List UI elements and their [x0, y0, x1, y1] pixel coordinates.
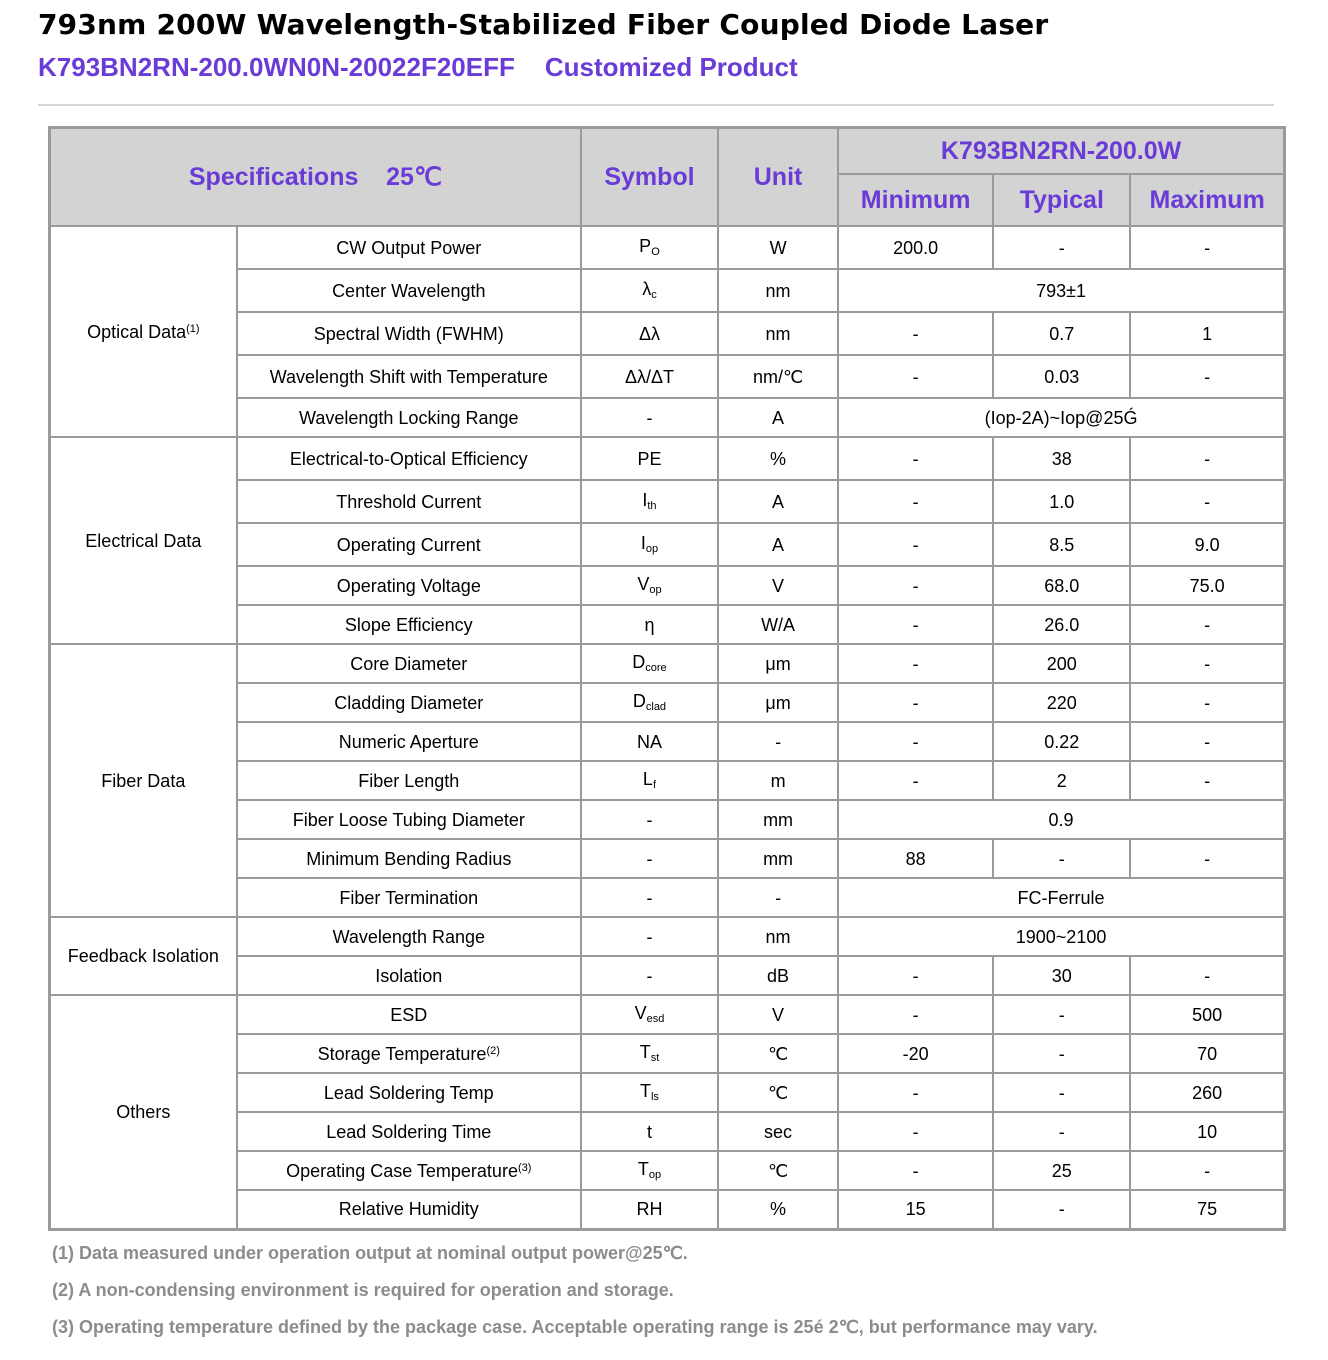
- table-row: [50, 226, 1285, 269]
- parameter-name: Wavelength Range: [332, 926, 485, 947]
- parameter-name: Fiber Termination: [339, 887, 479, 908]
- symbol-cell: [581, 480, 718, 523]
- unit-cell: A: [718, 398, 838, 437]
- spec-table: [48, 126, 1286, 1231]
- minimum-cell: -: [838, 1073, 993, 1112]
- typical-cell: 26.0: [993, 605, 1130, 644]
- symbol-cell: [581, 605, 718, 644]
- typical-cell: 200: [993, 644, 1130, 683]
- maximum-cell: -: [1130, 480, 1284, 523]
- header-minimum: Minimum: [838, 174, 993, 226]
- symbol: V: [634, 1003, 647, 1023]
- product-type: Customized Product: [544, 52, 798, 82]
- minimum-cell: -: [838, 605, 993, 644]
- parameter-name: Minimum Bending Radius: [306, 848, 512, 869]
- typical-cell: -: [993, 995, 1130, 1034]
- parameter-cell: [237, 480, 581, 523]
- parameter-cell: [237, 1034, 581, 1073]
- unit-cell: W: [718, 226, 838, 269]
- symbol-subscript: ls: [650, 1091, 659, 1103]
- maximum-cell: 70: [1130, 1034, 1284, 1073]
- unit-cell: ℃: [718, 1151, 838, 1190]
- minimum-cell: -: [838, 480, 993, 523]
- symbol: L: [642, 769, 653, 789]
- group-name: Electrical Data: [85, 530, 202, 551]
- minimum-cell: -20: [838, 1034, 993, 1073]
- symbol-cell: [581, 269, 718, 312]
- maximum-cell: -: [1130, 683, 1284, 722]
- minimum-cell: -: [838, 761, 993, 800]
- symbol-cell: [581, 226, 718, 269]
- parameter-name: Isolation: [375, 965, 443, 986]
- symbol-cell: [581, 956, 718, 995]
- parameter-name: Operating Case Temperature: [286, 1160, 518, 1181]
- maximum-cell: 9.0: [1130, 523, 1284, 566]
- merged-value-cell: 793±1: [838, 269, 1284, 312]
- parameter-cell: [237, 312, 581, 355]
- minimum-cell: -: [838, 566, 993, 605]
- minimum-cell: -: [838, 1151, 993, 1190]
- maximum-cell: 1: [1130, 312, 1284, 355]
- parameter-cell: [237, 878, 581, 917]
- title-divider: [38, 104, 1274, 106]
- symbol-cell: [581, 566, 718, 605]
- minimum-cell: 200.0: [838, 226, 993, 269]
- symbol-cell: [581, 995, 718, 1034]
- symbol: η: [644, 614, 655, 635]
- merged-value-cell: 1900~2100: [838, 917, 1284, 956]
- group-label: [50, 917, 237, 995]
- table-row: [50, 644, 1285, 683]
- unit-cell: V: [718, 566, 838, 605]
- group-name: Fiber Data: [101, 770, 186, 791]
- maximum-cell: 75.0: [1130, 566, 1284, 605]
- table-row: [50, 437, 1285, 480]
- parameter-cell: [237, 956, 581, 995]
- symbol-subscript: esd: [646, 1013, 665, 1025]
- parameter-cell: [237, 605, 581, 644]
- symbol-cell: [581, 1151, 718, 1190]
- symbol-cell: [581, 1034, 718, 1073]
- maximum-cell: -: [1130, 722, 1284, 761]
- symbol-subscript: f: [652, 779, 656, 791]
- symbol: Δλ: [638, 323, 660, 344]
- merged-value-cell: FC-Ferrule: [838, 878, 1284, 917]
- symbol: D: [632, 691, 646, 711]
- symbol: T: [637, 1159, 649, 1179]
- symbol: P: [639, 236, 652, 256]
- symbol-cell: [581, 355, 718, 398]
- parameter-name: Slope Efficiency: [344, 614, 473, 635]
- unit-cell: nm/℃: [718, 355, 838, 398]
- header-typical: Typical: [993, 174, 1130, 226]
- symbol-cell: [581, 839, 718, 878]
- typical-cell: -: [993, 1112, 1130, 1151]
- parameter-name: Cladding Diameter: [334, 692, 484, 713]
- maximum-cell: -: [1130, 956, 1284, 995]
- footnote-1: (1) Data measured under operation output at nominal output power@25℃.: [52, 1243, 688, 1263]
- parameter-name: Numeric Aperture: [338, 731, 479, 752]
- header-model: K793BN2RN-200.0W: [838, 128, 1284, 175]
- symbol: -: [646, 926, 653, 947]
- parameter-name: Threshold Current: [336, 491, 482, 512]
- unit-cell: nm: [718, 917, 838, 956]
- maximum-cell: -: [1130, 1151, 1284, 1190]
- document-title: 793nm 200W Wavelength-Stabilized Fiber Coupled Diode Laser: [38, 8, 1049, 41]
- maximum-cell: -: [1130, 437, 1284, 480]
- parameter-name: Electrical-to-Optical Efficiency: [289, 448, 528, 469]
- symbol: -: [646, 887, 653, 908]
- typical-cell: -: [993, 1073, 1130, 1112]
- maximum-cell: 75: [1130, 1190, 1284, 1229]
- parameter-cell: [237, 566, 581, 605]
- symbol-cell: [581, 878, 718, 917]
- minimum-cell: -: [838, 722, 993, 761]
- parameter-cell: [237, 523, 581, 566]
- symbol-cell: [581, 644, 718, 683]
- symbol: Δλ/ΔT: [624, 366, 674, 387]
- typical-cell: 38: [993, 437, 1130, 480]
- group-label: [50, 995, 237, 1229]
- maximum-cell: -: [1130, 761, 1284, 800]
- merged-value-cell: 0.9: [838, 800, 1284, 839]
- typical-cell: 220: [993, 683, 1130, 722]
- part-number: K793BN2RN-200.0WN0N-20022F20EFF: [38, 52, 515, 82]
- parameter-note: (2): [486, 1044, 500, 1057]
- symbol: -: [646, 965, 653, 986]
- table-row: [50, 995, 1285, 1034]
- maximum-cell: -: [1130, 644, 1284, 683]
- symbol-subscript: op: [649, 584, 662, 596]
- parameter-name: Lead Soldering Time: [326, 1121, 492, 1142]
- symbol-subscript: st: [650, 1052, 660, 1064]
- symbol: T: [639, 1081, 651, 1101]
- typical-cell: -: [993, 839, 1130, 878]
- parameter-cell: [237, 398, 581, 437]
- symbol-cell: [581, 1073, 718, 1112]
- parameter-cell: [237, 839, 581, 878]
- parameter-cell: [237, 437, 581, 480]
- unit-cell: W/A: [718, 605, 838, 644]
- unit-cell: μm: [718, 683, 838, 722]
- parameter-cell: [237, 722, 581, 761]
- unit-cell: A: [718, 523, 838, 566]
- table-row: [50, 917, 1285, 956]
- unit-cell: A: [718, 480, 838, 523]
- parameter-cell: [237, 1151, 581, 1190]
- unit-cell: mm: [718, 839, 838, 878]
- minimum-cell: -: [838, 523, 993, 566]
- symbol: PE: [637, 448, 662, 469]
- unit-cell: nm: [718, 269, 838, 312]
- parameter-cell: [237, 269, 581, 312]
- symbol: t: [646, 1121, 652, 1142]
- parameter-name: CW Output Power: [336, 237, 482, 258]
- merged-value-cell: (Iop-2A)~Iop@25Ǵ: [838, 398, 1284, 437]
- maximum-cell: -: [1130, 605, 1284, 644]
- typical-cell: -: [993, 226, 1130, 269]
- spec-table-body: [50, 226, 1285, 1229]
- symbol-subscript: op: [645, 543, 659, 555]
- group-label: [50, 644, 237, 917]
- group-name: Others: [116, 1101, 171, 1122]
- maximum-cell: 260: [1130, 1073, 1284, 1112]
- parameter-name: Fiber Length: [358, 770, 460, 791]
- typical-cell: 25: [993, 1151, 1130, 1190]
- parameter-name: Storage Temperature: [317, 1043, 487, 1064]
- parameter-cell: [237, 1190, 581, 1229]
- header-maximum: Maximum: [1130, 174, 1284, 226]
- symbol-cell: [581, 722, 718, 761]
- header-symbol: Symbol: [581, 128, 718, 227]
- symbol-cell: [581, 312, 718, 355]
- parameter-cell: [237, 683, 581, 722]
- typical-cell: 2: [993, 761, 1130, 800]
- typical-cell: 0.7: [993, 312, 1130, 355]
- symbol: T: [639, 1042, 651, 1062]
- unit-cell: %: [718, 1190, 838, 1229]
- parameter-name: Center Wavelength: [332, 280, 486, 301]
- footnote-2: (2) A non-condensing environment is required for operation and storage.: [52, 1280, 674, 1300]
- unit-cell: μm: [718, 644, 838, 683]
- symbol-cell: [581, 1190, 718, 1229]
- parameter-name: Operating Current: [336, 534, 481, 555]
- unit-cell: ℃: [718, 1034, 838, 1073]
- parameter-note: (3): [517, 1161, 532, 1174]
- symbol-subscript: c: [651, 289, 657, 301]
- typical-cell: 0.03: [993, 355, 1130, 398]
- parameter-cell: [237, 995, 581, 1034]
- parameter-cell: [237, 1073, 581, 1112]
- parameter-name: Fiber Loose Tubing Diameter: [292, 809, 525, 830]
- typical-cell: 68.0: [993, 566, 1130, 605]
- unit-cell: mm: [718, 800, 838, 839]
- group-name: Optical Data: [87, 321, 187, 342]
- symbol-subscript: core: [645, 662, 667, 674]
- unit-cell: V: [718, 995, 838, 1034]
- minimum-cell: 15: [838, 1190, 993, 1229]
- header-specifications: Specifications 25℃: [50, 128, 581, 227]
- maximum-cell: 500: [1130, 995, 1284, 1034]
- typical-cell: 1.0: [993, 480, 1130, 523]
- parameter-name: Wavelength Locking Range: [299, 407, 519, 428]
- minimum-cell: -: [838, 312, 993, 355]
- parameter-name: Core Diameter: [350, 653, 468, 674]
- parameter-name: Spectral Width (FWHM): [313, 323, 504, 344]
- parameter-cell: [237, 917, 581, 956]
- group-name: Feedback Isolation: [67, 946, 219, 966]
- minimum-cell: 88: [838, 839, 993, 878]
- unit-cell: sec: [718, 1112, 838, 1151]
- parameter-cell: [237, 800, 581, 839]
- group-label: [50, 437, 237, 644]
- unit-cell: %: [718, 437, 838, 480]
- typical-cell: 30: [993, 956, 1130, 995]
- parameter-cell: [237, 226, 581, 269]
- symbol: V: [637, 574, 650, 594]
- footnote-3: (3) Operating temperature defined by the package case. Acceptable operating range is 25é 2℃, but performance may vary.: [52, 1317, 1098, 1337]
- group-note: (1): [186, 322, 200, 335]
- symbol-subscript: clad: [645, 701, 667, 713]
- symbol-subscript: O: [651, 246, 660, 258]
- symbol: I: [640, 533, 646, 553]
- minimum-cell: -: [838, 683, 993, 722]
- symbol-cell: [581, 761, 718, 800]
- symbol: D: [632, 652, 646, 672]
- minimum-cell: -: [838, 437, 993, 480]
- unit-cell: ℃: [718, 1073, 838, 1112]
- parameter-name: Relative Humidity: [338, 1199, 479, 1220]
- symbol-cell: [581, 683, 718, 722]
- typical-cell: -: [993, 1190, 1130, 1229]
- parameter-name: Wavelength Shift with Temperature: [269, 366, 548, 387]
- header-unit: Unit: [718, 128, 838, 227]
- symbol-subscript: th: [647, 500, 657, 512]
- symbol: -: [646, 809, 653, 830]
- symbol-cell: [581, 398, 718, 437]
- symbol: RH: [636, 1199, 663, 1220]
- symbol: I: [642, 490, 648, 510]
- symbol: -: [646, 848, 653, 869]
- unit-cell: -: [718, 722, 838, 761]
- symbol-subscript: op: [648, 1169, 662, 1181]
- minimum-cell: -: [838, 355, 993, 398]
- parameter-cell: [237, 1112, 581, 1151]
- parameter-name: ESD: [390, 1004, 428, 1025]
- symbol-cell: [581, 523, 718, 566]
- symbol: λ: [642, 279, 652, 299]
- symbol-cell: [581, 917, 718, 956]
- parameter-name: Operating Voltage: [336, 575, 481, 596]
- symbol-cell: [581, 1112, 718, 1151]
- unit-cell: -: [718, 878, 838, 917]
- typical-cell: 0.22: [993, 722, 1130, 761]
- unit-cell: m: [718, 761, 838, 800]
- typical-cell: 8.5: [993, 523, 1130, 566]
- maximum-cell: -: [1130, 226, 1284, 269]
- parameter-cell: [237, 644, 581, 683]
- unit-cell: dB: [718, 956, 838, 995]
- symbol-cell: [581, 800, 718, 839]
- parameter-cell: [237, 761, 581, 800]
- unit-cell: nm: [718, 312, 838, 355]
- parameter-name: Lead Soldering Temp: [323, 1082, 494, 1103]
- minimum-cell: -: [838, 995, 993, 1034]
- document-subtitle: [38, 52, 798, 83]
- symbol-cell: [581, 437, 718, 480]
- symbol: NA: [636, 731, 662, 752]
- parameter-cell: [237, 355, 581, 398]
- maximum-cell: -: [1130, 839, 1284, 878]
- minimum-cell: -: [838, 956, 993, 995]
- minimum-cell: -: [838, 644, 993, 683]
- symbol: -: [646, 407, 653, 428]
- maximum-cell: -: [1130, 355, 1284, 398]
- maximum-cell: 10: [1130, 1112, 1284, 1151]
- typical-cell: -: [993, 1034, 1130, 1073]
- minimum-cell: -: [838, 1112, 993, 1151]
- group-label: [50, 226, 237, 437]
